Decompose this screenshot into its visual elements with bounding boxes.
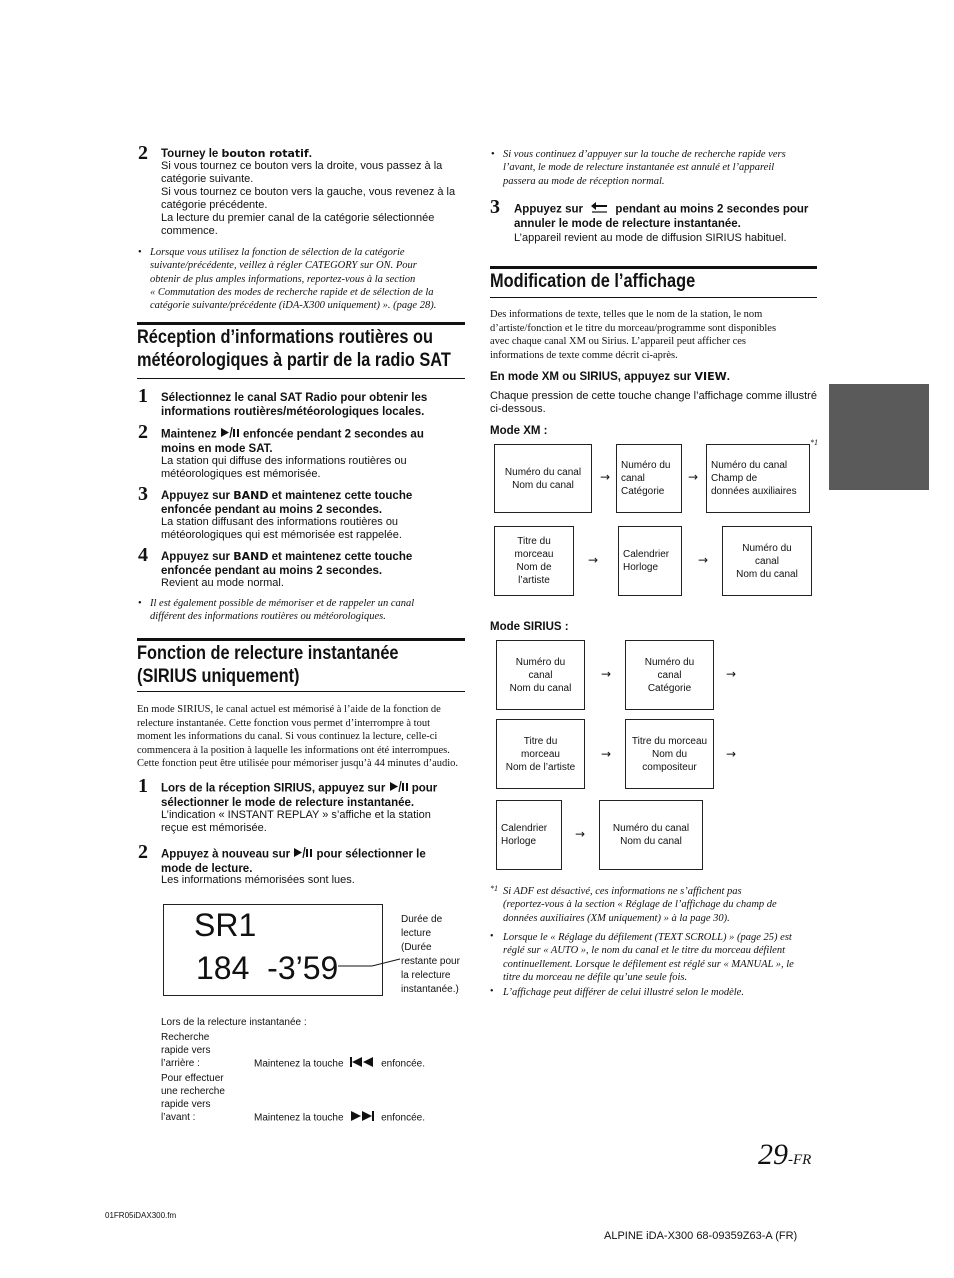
line: Numéro du <box>515 656 566 668</box>
line: passera au mode de réception normal. <box>503 175 665 187</box>
step-body <box>161 577 284 590</box>
table-row-label <box>161 1072 225 1124</box>
line: catégorie précédente. <box>161 199 268 211</box>
intro-paragraph <box>137 703 477 771</box>
step-heading-post: . <box>308 148 312 160</box>
line: Numéro du canal <box>711 460 788 471</box>
heading-pre: En mode XM ou SIRIUS, appuyez sur <box>490 371 695 383</box>
step-body <box>514 232 787 245</box>
step-heading <box>161 427 424 456</box>
table-row-action <box>254 1111 425 1125</box>
play-pause-icon <box>293 847 313 862</box>
mode-body <box>490 390 817 416</box>
line: continuellement. Lorsque le défilement est réglé sur « MANUAL », le <box>503 958 794 970</box>
heading-pre: Appuyez sur <box>161 551 234 563</box>
step-heading <box>161 147 312 161</box>
arrow-icon: → <box>575 827 586 841</box>
step-heading <box>161 781 437 810</box>
line: Cette fonction peut être utilisée pour mémoriser jusqu’à 44 minutes d’audio. <box>137 758 459 769</box>
band-key-label: BAND <box>233 489 269 502</box>
section-title: Modification de l’affichage <box>490 271 696 292</box>
line: Horloge <box>501 836 537 847</box>
heading-post: pour sélectionner le <box>313 848 426 861</box>
line: informations de texte comme décrit ci-après. <box>490 349 678 361</box>
arrow-icon: → <box>588 553 599 567</box>
line: titre du morceau ne défile qu’une seule fois. <box>503 971 688 983</box>
line: suivante/précédente, veillez à régler CATEGORY sur ON. Pour <box>150 260 417 272</box>
table-row-label <box>161 1031 210 1070</box>
step-number: 4 <box>138 544 148 566</box>
line: Titre du <box>517 536 551 547</box>
line: Numéro du <box>742 542 792 554</box>
sirius-display-box <box>625 640 714 710</box>
line: Champ de <box>711 473 758 484</box>
line: rapide vers <box>161 1099 211 1110</box>
action-post: enfoncée. <box>381 1112 426 1124</box>
arrow-icon: → <box>726 747 737 761</box>
line: Calendrier <box>623 549 670 560</box>
line: Revient au mode normal. <box>161 577 284 589</box>
band-key-label: BAND <box>233 550 269 563</box>
section-title <box>137 326 464 372</box>
line: Horloge <box>623 562 659 573</box>
line: météorologiques qui est mémorisée est rappelée. <box>161 529 402 541</box>
line: La lecture du premier canal de la catégorie sélectionnée <box>161 212 435 224</box>
line: compositeur <box>642 761 697 773</box>
step-number: 3 <box>138 483 148 505</box>
line: canal <box>621 473 645 484</box>
line: Si vous tournez ce bouton vers la gauche, vous revenez à la <box>161 186 456 198</box>
section-tab <box>829 384 929 490</box>
sirius-display-box <box>496 719 585 789</box>
line: instantanée.) <box>401 984 459 995</box>
line: Nom de l’artiste <box>505 761 576 773</box>
page-number <box>758 1138 811 1172</box>
line: • Lorsque vous utilisez la fonction de sélection de la catégorie <box>150 247 405 258</box>
step-heading <box>161 489 412 517</box>
footnote-marker: *1 <box>810 438 818 447</box>
footnote <box>503 885 823 925</box>
line: Recherche <box>161 1032 210 1043</box>
footnote-marker: *1 <box>490 884 498 893</box>
mode-heading <box>490 370 730 384</box>
line: Durée de <box>401 914 443 925</box>
view-key-label: VIEW <box>694 370 727 383</box>
line: annuler le mode de relecture instantanée. <box>514 218 741 230</box>
line: Chaque pression de cette touche change l’affichage comme illustré <box>490 390 817 402</box>
footer-filename: 01FR05iDAX300.fm <box>105 1211 177 1220</box>
step-number: 2 <box>138 421 148 443</box>
line: reçue est mémorisée. <box>161 822 267 834</box>
arrow-icon: → <box>688 470 699 484</box>
line: morceau <box>514 549 554 560</box>
note <box>150 246 470 312</box>
line: données auxiliaires (XM uniquement) » à la page 30). <box>503 912 730 924</box>
line: En mode SIRIUS, le canal actuel est mémorisé à l’aide de la fonction de <box>137 704 441 715</box>
xm-display-box <box>616 444 682 513</box>
step-number: 3 <box>490 196 500 218</box>
line: Si ADF est désactivé, ces informations ne s’affichent pas <box>503 886 742 897</box>
step-heading <box>161 391 427 419</box>
note <box>150 597 470 624</box>
xm-display-box <box>494 444 592 513</box>
step-body <box>161 809 431 835</box>
heading-pre: Appuyez sur <box>161 490 234 502</box>
line: Nom du canal <box>512 479 574 491</box>
section-rule <box>137 322 465 325</box>
step-body <box>161 874 355 887</box>
page-number-suffix: -FR <box>788 1152 812 1168</box>
table-row-action <box>254 1057 425 1071</box>
line: météorologiques est mémorisée. <box>161 468 321 480</box>
sirius-display-box <box>599 800 703 870</box>
line: Catégorie <box>621 486 665 497</box>
step-body <box>161 160 455 238</box>
line: Nom du canal <box>736 568 798 580</box>
step-number: 2 <box>138 841 148 863</box>
line: lecture <box>401 928 432 939</box>
line: différent des informations routières ou météorologiques. <box>150 611 386 623</box>
line: l’artiste <box>518 575 550 586</box>
line: une recherche <box>161 1086 225 1097</box>
section-rule-bottom <box>137 378 465 379</box>
line: L’appareil revient au mode de diffusion SIRIUS habituel. <box>514 232 787 244</box>
line: l’arrière : <box>161 1058 200 1069</box>
step-heading-pre: Tourney le <box>161 148 222 160</box>
action-post: enfoncée. <box>381 1058 426 1070</box>
step-body <box>161 516 402 542</box>
line: Numéro du <box>644 656 695 668</box>
rewind-icon <box>350 1057 374 1071</box>
arrow-icon: → <box>698 553 709 567</box>
line: avec chaque canal XM ou Sirius. L’appareil peut afficher ces <box>490 336 746 347</box>
line: Calendrier <box>501 823 548 834</box>
title-line: météorologiques à partir de la radio SAT <box>137 350 451 371</box>
xm-display-box <box>494 526 574 596</box>
sirius-display-box <box>496 800 562 870</box>
line: moment les informations du canal. Si vous continuez la lecture, celle-ci <box>137 731 438 742</box>
line: Les informations mémorisées sont lues. <box>161 874 355 886</box>
action-pre: Maintenez la touche <box>254 1112 344 1124</box>
play-pause-icon <box>220 427 240 442</box>
line: Titre du <box>523 735 558 747</box>
step-number: 2 <box>138 142 148 164</box>
line: l’avant, le mode de relecture instantanée est annulé et l’appareil <box>503 162 775 174</box>
line: Titre du morceau <box>631 735 708 747</box>
line: moins en mode SAT. <box>161 443 273 455</box>
line: mode de lecture. <box>161 863 253 875</box>
line: commence. <box>161 225 218 237</box>
step-body <box>161 455 407 481</box>
line: d’artiste/fonction et le titre du morceau/programme sont disponibles <box>490 322 777 334</box>
step-heading <box>161 847 426 876</box>
display-line-2: 184 -3’59 <box>196 950 339 986</box>
line: restante pour <box>401 956 460 967</box>
line: • Il est également possible de mémoriser et de rappeler un canal <box>150 598 415 609</box>
line: Catégorie <box>647 682 692 694</box>
during-label: Lors de la relecture instantanée : <box>161 1017 307 1028</box>
line: Numéro du <box>621 460 671 471</box>
line: Nom du canal <box>620 836 682 847</box>
heading-post: pour <box>408 782 438 795</box>
line: canal <box>528 669 553 681</box>
line: Pour effectuer <box>161 1073 224 1084</box>
footer-model: ALPINE iDA-X300 68-09359Z63-A (FR) <box>604 1230 798 1242</box>
sirius-display-box <box>625 719 714 789</box>
line: • Si vous continuez d’appuyer sur la touche de recherche rapide vers <box>503 149 786 160</box>
heading-post: enfoncée pendant 2 secondes au <box>239 428 424 441</box>
section-title <box>137 642 464 688</box>
xm-display-box <box>722 526 812 596</box>
title-line: Réception d’informations routières ou <box>137 327 433 348</box>
line: canal <box>755 555 779 567</box>
heading-pre: Appuyez à nouveau sur <box>161 848 294 861</box>
heading-post: et maintenez cette touche <box>268 490 413 502</box>
step-number: 1 <box>138 385 148 407</box>
fast-forward-icon <box>350 1111 374 1125</box>
title-line: (SIRIUS uniquement) <box>137 666 300 687</box>
callout-line <box>338 956 402 976</box>
line: informations routières/météorologiques locales. <box>161 406 425 418</box>
step-heading <box>161 550 412 578</box>
arrow-icon: → <box>601 667 612 681</box>
callout-text <box>401 913 471 997</box>
line: obtenir de plus amples informations, reportez-vous à la section <box>150 273 416 285</box>
line: (Durée <box>401 942 432 953</box>
play-pause-icon <box>389 781 409 796</box>
line: Nom du canal <box>509 682 572 694</box>
intro-paragraph <box>490 308 830 362</box>
line: ci-dessous. <box>490 403 546 415</box>
xm-display-box <box>706 444 810 513</box>
line: canal <box>657 669 682 681</box>
line: sélectionner le mode de relecture instantanée. <box>161 797 415 809</box>
display-screen <box>163 904 383 996</box>
line: L’indication « INSTANT REPLAY » s’affiche et la station <box>161 809 431 821</box>
line: Numéro du canal <box>612 823 690 834</box>
line: catégorie suivante/précédente (iDA-X300 uniquement) ». (page 28). <box>150 300 437 312</box>
heading-pre: Maintenez <box>161 428 220 441</box>
heading-post: . <box>726 371 730 383</box>
line: enfoncée pendant au moins 2 secondes. <box>161 565 383 577</box>
mode-sirius-label: Mode SIRIUS : <box>490 621 569 633</box>
line: catégorie suivante. <box>161 173 254 185</box>
footnote <box>503 986 823 999</box>
bullet: • <box>490 931 494 942</box>
line: données auxiliaires <box>711 486 797 497</box>
arrow-icon: → <box>726 667 737 681</box>
bullet: • <box>490 986 494 997</box>
heading-post: pendant au moins 2 secondes pour <box>612 203 809 216</box>
display-line-1: SR1 <box>194 907 257 943</box>
line: la relecture <box>401 970 451 981</box>
line: Des informations de texte, telles que le nom de la station, le nom <box>490 309 763 320</box>
line: l’avant : <box>161 1112 196 1123</box>
section-rule-bottom <box>490 297 817 298</box>
line: réglé sur « AUTO », le nom du canal et le titre du morceau défilent <box>503 945 786 957</box>
note <box>503 148 823 188</box>
sirius-display-box <box>496 640 585 710</box>
line: Si vous tournez ce bouton vers la droite, vous passez à la <box>161 160 443 172</box>
line: enfoncée pendant au moins 2 secondes. <box>161 504 383 516</box>
section-rule-bottom <box>137 691 465 692</box>
arrow-icon: → <box>601 747 612 761</box>
line: La station diffusant des informations routières ou <box>161 516 399 528</box>
rotary-knob-label: bouton rotatif <box>221 147 309 160</box>
action-pre: Maintenez la touche <box>254 1058 344 1070</box>
line: Lorsque le « Réglage du défilement (TEXT SCROLL) » (page 25) est <box>503 932 792 943</box>
line: morceau <box>521 748 560 760</box>
heading-pre: Lors de la réception SIRIUS, appuyez sur <box>161 782 389 795</box>
return-icon <box>590 202 608 217</box>
title-line: Fonction de relecture instantanée <box>137 643 399 664</box>
step-number: 1 <box>138 775 148 797</box>
line: relecture instantanée. Cette fonction vous permet d’interrompre à tout <box>137 717 431 729</box>
section-rule <box>137 638 465 641</box>
page-number-digits: 29 <box>758 1138 788 1171</box>
mode-xm-label: Mode XM : <box>490 425 548 437</box>
footnote <box>503 931 823 984</box>
line: Nom de <box>516 562 552 573</box>
arrow-icon: → <box>600 470 611 484</box>
step-heading <box>514 202 808 231</box>
line: commencera à la position à laquelle les informations ont été interrompues. <box>137 744 450 756</box>
line: L’affichage peut différer de celui illustré selon le modèle. <box>503 987 744 998</box>
heading-pre: Appuyez sur <box>514 203 587 216</box>
line: (reportez-vous à la section « Réglage de l’affichage du champ de <box>503 899 777 911</box>
section-rule <box>490 266 817 269</box>
heading-post: et maintenez cette touche <box>268 551 413 563</box>
line: Nom du <box>651 748 687 760</box>
xm-display-box <box>618 526 682 596</box>
line: Numéro du canal <box>504 466 582 478</box>
line: « Commutation des modes de recherche rapide et de sélection de la <box>150 286 434 298</box>
line: rapide vers <box>161 1045 211 1056</box>
line: La station qui diffuse des informations routières ou <box>161 455 407 467</box>
line: Sélectionnez le canal SAT Radio pour obtenir les <box>161 392 428 404</box>
